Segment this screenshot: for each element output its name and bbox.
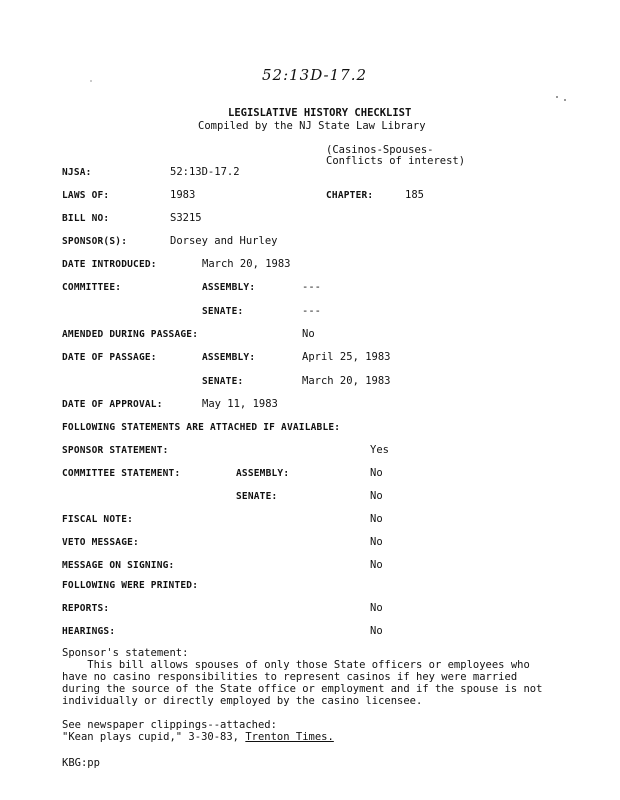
- committee-label: COMMITTEE:: [62, 282, 122, 293]
- sponsor-statement-value: Yes: [370, 444, 389, 456]
- subject-line-1: (Casinos-Spouses-: [326, 144, 434, 156]
- committee-statement-senate-label: SENATE:: [236, 491, 278, 502]
- typist-initials: KBG:pp: [62, 757, 100, 769]
- subject-line-2: Conflicts of interest): [326, 155, 466, 167]
- clipping-citation-text: "Kean plays cupid," 3-30-83,: [62, 731, 246, 743]
- statements-heading: FOLLOWING STATEMENTS ARE ATTACHED IF AVAILABLE:: [62, 422, 341, 433]
- reports-label: REPORTS:: [62, 603, 110, 614]
- sponsor-statement-line-3: during the source of the State office or employment and if the spouse is not: [62, 683, 543, 695]
- date-introduced-value: March 20, 1983: [202, 258, 291, 270]
- njsa-label: NJSA:: [62, 167, 92, 178]
- message-signing-value: No: [370, 559, 383, 571]
- message-signing-label: MESSAGE ON SIGNING:: [62, 560, 175, 571]
- committee-statement-senate-value: No: [370, 490, 383, 502]
- committee-senate-value: ---: [302, 305, 321, 317]
- sponsor-value: Dorsey and Hurley: [170, 235, 278, 247]
- amended-label: AMENDED DURING PASSAGE:: [62, 329, 199, 340]
- laws-of-value: 1983: [170, 189, 196, 201]
- scan-speck: [556, 96, 558, 98]
- njsa-value: 52:13D-17.2: [170, 166, 240, 178]
- committee-statement-assembly-label: ASSEMBLY:: [236, 468, 290, 479]
- committee-assembly-label: ASSEMBLY:: [202, 282, 256, 293]
- printed-heading: FOLLOWING WERE PRINTED:: [62, 580, 199, 591]
- passage-assembly-value: April 25, 1983: [302, 351, 391, 363]
- sponsor-statement-heading: Sponsor's statement:: [62, 647, 189, 659]
- committee-senate-label: SENATE:: [202, 306, 244, 317]
- amended-value: No: [302, 328, 315, 340]
- date-approval-value: May 11, 1983: [202, 398, 278, 410]
- committee-statement-assembly-value: No: [370, 467, 383, 479]
- sponsor-statement-line-4: individually or directly employed by the casino licensee.: [62, 695, 423, 707]
- fiscal-note-label: FISCAL NOTE:: [62, 514, 134, 525]
- committee-assembly-value: ---: [302, 281, 321, 293]
- fiscal-note-value: No: [370, 513, 383, 525]
- committee-statement-label: COMMITTEE STATEMENT:: [62, 468, 181, 479]
- sponsor-statement-line-1: This bill allows spouses of only those State officers or employees who: [62, 659, 530, 671]
- bill-no-label: BILL NO:: [62, 213, 110, 224]
- document-subtitle: Compiled by the NJ State Law Library: [198, 120, 426, 132]
- sponsor-statement-label: SPONSOR STATEMENT:: [62, 445, 169, 456]
- reports-value: No: [370, 602, 383, 614]
- sponsor-statement-line-2: have no casino responsibilities to represent casinos if hey were married: [62, 671, 518, 683]
- laws-of-label: LAWS OF:: [62, 190, 110, 201]
- scan-speck: [90, 80, 92, 82]
- veto-message-value: No: [370, 536, 383, 548]
- sponsor-label: SPONSOR(S):: [62, 236, 128, 247]
- passage-senate-value: March 20, 1983: [302, 375, 391, 387]
- clipping-source: Trenton Times.: [245, 731, 334, 743]
- scan-speck: [564, 99, 566, 101]
- passage-senate-label: SENATE:: [202, 376, 244, 387]
- chapter-label: CHAPTER:: [326, 190, 374, 201]
- hearings-value: No: [370, 625, 383, 637]
- handwritten-statute-number: 52:13D-17.2: [262, 66, 367, 84]
- date-introduced-label: DATE INTRODUCED:: [62, 259, 157, 270]
- veto-message-label: VETO MESSAGE:: [62, 537, 139, 548]
- chapter-value: 185: [405, 189, 424, 201]
- clippings-heading: See newspaper clippings--attached:: [62, 719, 277, 731]
- bill-no-value: S3215: [170, 212, 202, 224]
- document-title: LEGISLATIVE HISTORY CHECKLIST: [228, 107, 412, 119]
- hearings-label: HEARINGS:: [62, 626, 116, 637]
- date-passage-label: DATE OF PASSAGE:: [62, 352, 157, 363]
- passage-assembly-label: ASSEMBLY:: [202, 352, 256, 363]
- clipping-citation: [62, 731, 334, 743]
- date-approval-label: DATE OF APPROVAL:: [62, 399, 163, 410]
